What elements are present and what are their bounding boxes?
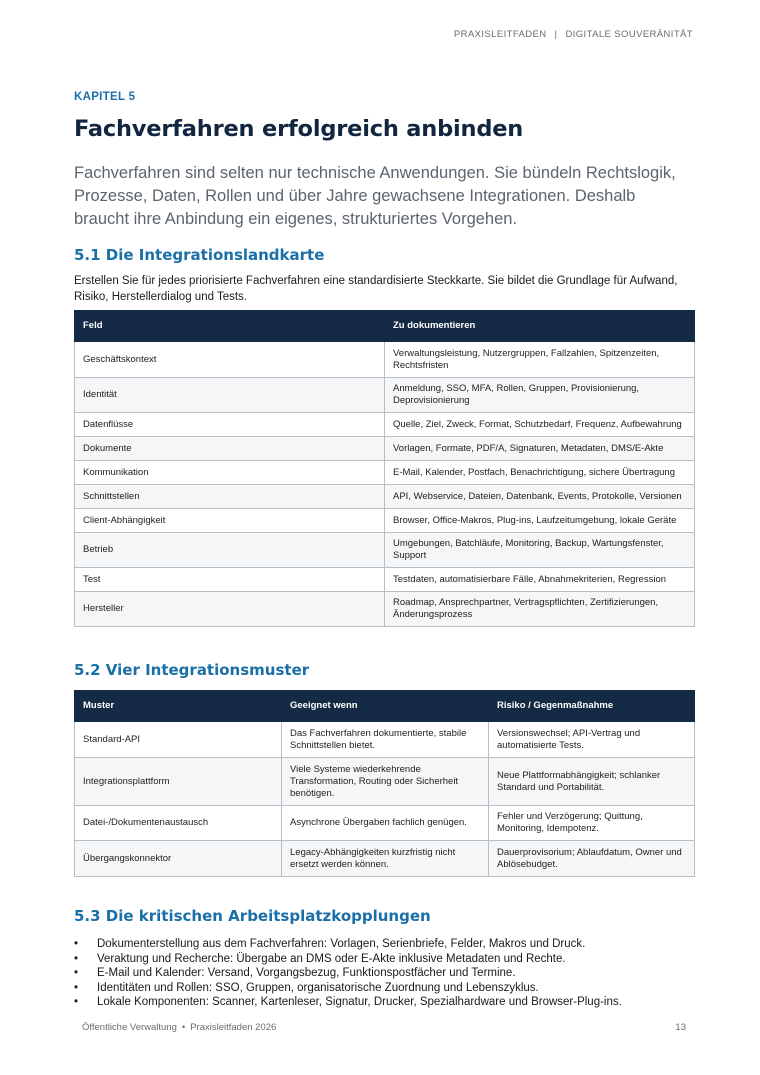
table-cell: Geschäftskontext: [75, 342, 385, 378]
table-row: [75, 509, 695, 533]
table-cell: Testdaten, automatisierbare Fälle, Abnahmekriterien, Regression: [385, 568, 695, 592]
list-item: [74, 981, 704, 996]
page-footer: [82, 1022, 276, 1033]
running-header-title: PRAXISLEITFADEN: [453, 29, 547, 40]
table-cell: Vorlagen, Formate, PDF/A, Signaturen, Metadaten, DMS/E-Akte: [385, 437, 695, 461]
list-item-text: Veraktung und Recherche: Übergabe an DMS oder E-Akte inklusive Metadaten und Rechte.: [97, 952, 566, 965]
table-cell: Schnittstellen: [75, 485, 385, 509]
table-cell: Das Fachverfahren dokumentierte, stabile Schnittstellen bietet.: [282, 722, 489, 758]
table-cell: Dokumente: [75, 437, 385, 461]
table-cell: Integrationsplattform: [75, 758, 282, 806]
table-cell: Anmeldung, SSO, MFA, Rollen, Gruppen, Provisionierung, Deprovisionierung: [385, 378, 695, 413]
running-header-divider: |: [554, 29, 558, 40]
table-cell: Viele Systeme wiederkehrende Transformation, Routing oder Sicherheit benötigen.: [282, 758, 489, 806]
table-cell: Roadmap, Ansprechpartner, Vertragspflichten, Zertifizierungen, Änderungsprozess: [385, 592, 695, 627]
table-cell: Datei-/Dokumentenaustausch: [75, 806, 282, 841]
list-item: [74, 966, 704, 981]
column-header: Zu dokumentieren: [385, 311, 695, 342]
table-header-row: [75, 691, 695, 722]
section-heading-integrationslandkarte: 5.1 Die Integrationslandkarte: [74, 246, 325, 264]
table-cell: Betrieb: [75, 533, 385, 568]
table-cell: Versionswechsel; API-Vertrag und automatisierte Tests.: [489, 722, 695, 758]
list-item: [74, 952, 704, 967]
table-row: [75, 722, 695, 758]
table-row: [75, 437, 695, 461]
bullet-icon: •: [74, 996, 79, 1008]
table-cell: Fehler und Verzögerung; Quittung, Monitoring, Idempotenz.: [489, 806, 695, 841]
table-row: [75, 841, 695, 877]
column-header: Geeignet wenn: [282, 691, 489, 722]
column-header: Risiko / Gegenmaßnahme: [489, 691, 695, 722]
section-heading-arbeitsplatzkopplungen: 5.3 Die kritischen Arbeitsplatzkopplungen: [74, 907, 431, 925]
bullet-icon: •: [74, 967, 79, 979]
table-row: [75, 533, 695, 568]
table-row: [75, 568, 695, 592]
section-intro: Erstellen Sie für jedes priorisierte Fachverfahren eine standardisierte Steckkarte. Sie bildet die Grundlage für Aufwand, Risiko, Herstellerdialog und Tests.: [74, 275, 678, 303]
table-cell: Umgebungen, Batchläufe, Monitoring, Backup, Wartungsfenster, Support: [385, 533, 695, 568]
table-cell: Datenflüsse: [75, 413, 385, 437]
table-cell: Test: [75, 568, 385, 592]
table-cell: E-Mail, Kalender, Postfach, Benachrichtigung, sichere Übertragung: [385, 461, 695, 485]
table-row: [75, 342, 695, 378]
bullet-icon: •: [74, 938, 79, 950]
table-row: [75, 413, 695, 437]
integration-patterns-table: [74, 690, 695, 877]
table-row: [75, 485, 695, 509]
table-cell: Browser, Office-Makros, Plug-ins, Laufzeitumgebung, lokale Geräte: [385, 509, 695, 533]
footer-publisher: Öffentliche Verwaltung: [82, 1022, 177, 1033]
table-header-row: [75, 311, 695, 342]
list-item-text: Identitäten und Rollen: SSO, Gruppen, organisatorische Zuordnung und Lebenszyklus.: [97, 981, 539, 994]
list-item: [74, 937, 704, 952]
bullet-icon: •: [74, 981, 79, 994]
table-cell: Neue Plattformabhängigkeit; schlanker Standard und Portabilität.: [489, 758, 695, 806]
list-item-text: Dokumenterstellung aus dem Fachverfahren: Vorlagen, Serienbriefe, Felder, Makros und Druck.: [97, 938, 586, 950]
table-row: [75, 758, 695, 806]
table-row: [75, 461, 695, 485]
coupling-list: [74, 937, 704, 1010]
list-item-text: Lokale Komponenten: Scanner, Kartenleser, Signatur, Drucker, Spezialhardware und Browser-Plug-ins.: [97, 996, 622, 1008]
table-row: [75, 592, 695, 627]
table-cell: Standard-API: [75, 722, 282, 758]
table-row: [75, 378, 695, 413]
footer-publication: Praxisleitfaden 2026: [190, 1022, 277, 1033]
chapter-label: KAPITEL 5: [74, 91, 136, 103]
chapter-lead: Fachverfahren sind selten nur technische Anwendungen. Sie bündeln Rechtslogik, Prozesse, Daten, Rollen und über Jahre gewachsene Integrationen. Deshalb braucht ihre Anbindung ein eigenes, strukturiertes Vorgehen.: [74, 164, 676, 228]
table-cell: Übergangskonnektor: [75, 841, 282, 877]
page-number: 13: [675, 1022, 686, 1033]
table-cell: Client-Abhängigkeit: [75, 509, 385, 533]
running-header-subtitle: DIGITALE SOUVERÄNITÄT: [565, 29, 693, 40]
table-cell: Hersteller: [75, 592, 385, 627]
list-item: [74, 995, 704, 1010]
table-row: [75, 806, 695, 841]
table-cell: Verwaltungsleistung, Nutzergruppen, Fallzahlen, Spitzenzeiten, Rechtsfristen: [385, 342, 695, 378]
integration-map-table: [74, 310, 695, 627]
column-header: Feld: [75, 311, 385, 342]
table-cell: Quelle, Ziel, Zweck, Format, Schutzbedarf, Frequenz, Aufbewahrung: [385, 413, 695, 437]
footer-separator: •: [181, 1022, 186, 1033]
running-header: [454, 29, 693, 40]
section-heading-integrationsmuster: 5.2 Vier Integrationsmuster: [74, 661, 310, 679]
table-cell: Kommunikation: [75, 461, 385, 485]
page-title: Fachverfahren erfolgreich anbinden: [74, 116, 524, 142]
table-cell: Identität: [75, 378, 385, 413]
table-cell: API, Webservice, Dateien, Datenbank, Events, Protokolle, Versionen: [385, 485, 695, 509]
table-cell: Legacy-Abhängigkeiten kurzfristig nicht ersetzt werden können.: [282, 841, 489, 877]
table-cell: Dauerprovisorium; Ablaufdatum, Owner und Ablösebudget.: [489, 841, 695, 877]
column-header: Muster: [75, 691, 282, 722]
list-item-text: E-Mail und Kalender: Versand, Vorgangsbezug, Funktionspostfächer und Termine.: [97, 967, 516, 979]
table-cell: Asynchrone Übergaben fachlich genügen.: [282, 806, 489, 841]
bullet-icon: •: [74, 952, 79, 965]
